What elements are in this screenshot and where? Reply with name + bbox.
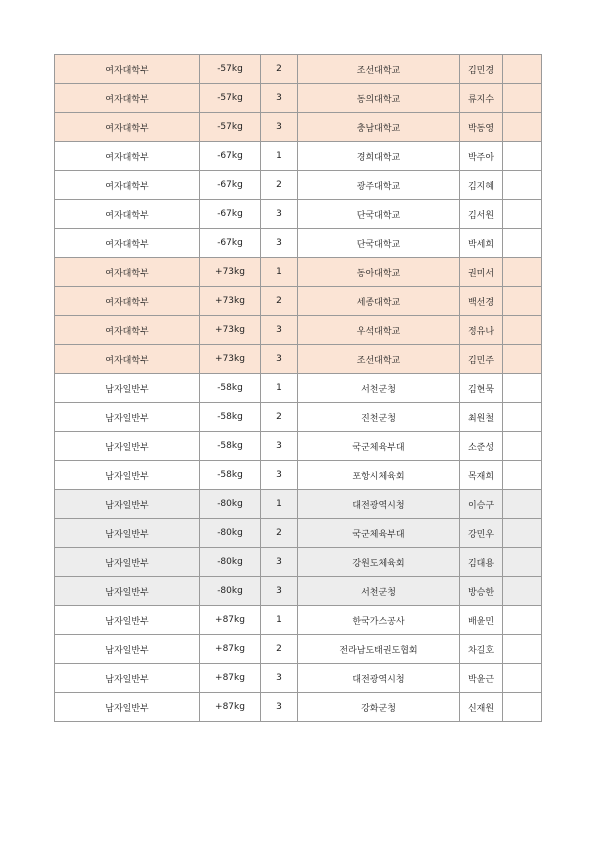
athlete-name-cell: 류지수	[460, 84, 503, 113]
table-row	[55, 316, 542, 345]
athlete-name-cell: 김지혜	[460, 171, 503, 200]
athlete-name-cell: 김민주	[460, 345, 503, 374]
division-cell: 남자일반부	[55, 693, 200, 722]
results-table	[54, 54, 542, 722]
team-cell: 세종대학교	[298, 287, 460, 316]
table-row	[55, 142, 542, 171]
table-row	[55, 577, 542, 606]
weight-class-cell: +73kg	[200, 258, 261, 287]
athlete-name-cell: 김현묵	[460, 374, 503, 403]
table-row	[55, 55, 542, 84]
team-cell: 단국대학교	[298, 200, 460, 229]
note-cell	[503, 345, 542, 374]
division-cell: 남자일반부	[55, 606, 200, 635]
note-cell	[503, 403, 542, 432]
athlete-name-cell: 박주아	[460, 142, 503, 171]
rank-cell: 2	[261, 55, 298, 84]
note-cell	[503, 229, 542, 258]
results-table-body	[55, 55, 542, 722]
weight-class-cell: -57kg	[200, 113, 261, 142]
athlete-name-cell: 최원철	[460, 403, 503, 432]
athlete-name-cell: 신재원	[460, 693, 503, 722]
division-cell: 남자일반부	[55, 403, 200, 432]
note-cell	[503, 200, 542, 229]
division-cell: 남자일반부	[55, 374, 200, 403]
division-cell: 남자일반부	[55, 548, 200, 577]
table-row	[55, 548, 542, 577]
rank-cell: 1	[261, 606, 298, 635]
table-row	[55, 287, 542, 316]
note-cell	[503, 548, 542, 577]
note-cell	[503, 577, 542, 606]
division-cell: 여자대학부	[55, 229, 200, 258]
athlete-name-cell: 목재희	[460, 461, 503, 490]
rank-cell: 3	[261, 113, 298, 142]
team-cell: 단국대학교	[298, 229, 460, 258]
weight-class-cell: +73kg	[200, 287, 261, 316]
athlete-name-cell: 정유나	[460, 316, 503, 345]
weight-class-cell: -67kg	[200, 171, 261, 200]
athlete-name-cell: 배윤민	[460, 606, 503, 635]
team-cell: 동의대학교	[298, 84, 460, 113]
rank-cell: 3	[261, 461, 298, 490]
rank-cell: 1	[261, 142, 298, 171]
note-cell	[503, 84, 542, 113]
weight-class-cell: -58kg	[200, 461, 261, 490]
weight-class-cell: -58kg	[200, 403, 261, 432]
weight-class-cell: -80kg	[200, 548, 261, 577]
table-row	[55, 490, 542, 519]
athlete-name-cell: 김민경	[460, 55, 503, 84]
note-cell	[503, 432, 542, 461]
weight-class-cell: +87kg	[200, 606, 261, 635]
note-cell	[503, 490, 542, 519]
division-cell: 남자일반부	[55, 664, 200, 693]
team-cell: 강원도체육회	[298, 548, 460, 577]
note-cell	[503, 55, 542, 84]
division-cell: 여자대학부	[55, 316, 200, 345]
team-cell: 포항시체육회	[298, 461, 460, 490]
table-row	[55, 345, 542, 374]
rank-cell: 2	[261, 635, 298, 664]
team-cell: 국군체육부대	[298, 432, 460, 461]
team-cell: 서천군청	[298, 374, 460, 403]
table-row	[55, 258, 542, 287]
note-cell	[503, 316, 542, 345]
note-cell	[503, 171, 542, 200]
athlete-name-cell: 김서원	[460, 200, 503, 229]
table-row	[55, 606, 542, 635]
division-cell: 여자대학부	[55, 55, 200, 84]
division-cell: 남자일반부	[55, 577, 200, 606]
athlete-name-cell: 소준성	[460, 432, 503, 461]
weight-class-cell: -58kg	[200, 432, 261, 461]
team-cell: 진천군청	[298, 403, 460, 432]
team-cell: 광주대학교	[298, 171, 460, 200]
athlete-name-cell: 방승한	[460, 577, 503, 606]
athlete-name-cell: 박윤근	[460, 664, 503, 693]
rank-cell: 3	[261, 548, 298, 577]
weight-class-cell: -80kg	[200, 519, 261, 548]
note-cell	[503, 142, 542, 171]
division-cell: 여자대학부	[55, 84, 200, 113]
rank-cell: 3	[261, 84, 298, 113]
table-row	[55, 403, 542, 432]
division-cell: 여자대학부	[55, 200, 200, 229]
rank-cell: 3	[261, 432, 298, 461]
team-cell: 한국가스공사	[298, 606, 460, 635]
rank-cell: 3	[261, 345, 298, 374]
team-cell: 충남대학교	[298, 113, 460, 142]
team-cell: 서천군청	[298, 577, 460, 606]
division-cell: 여자대학부	[55, 258, 200, 287]
division-cell: 여자대학부	[55, 171, 200, 200]
weight-class-cell: -57kg	[200, 55, 261, 84]
weight-class-cell: +73kg	[200, 345, 261, 374]
division-cell: 남자일반부	[55, 490, 200, 519]
athlete-name-cell: 박세희	[460, 229, 503, 258]
athlete-name-cell: 박동영	[460, 113, 503, 142]
team-cell: 전라남도태권도협회	[298, 635, 460, 664]
division-cell: 남자일반부	[55, 432, 200, 461]
weight-class-cell: -80kg	[200, 577, 261, 606]
team-cell: 동아대학교	[298, 258, 460, 287]
note-cell	[503, 606, 542, 635]
rank-cell: 1	[261, 258, 298, 287]
weight-class-cell: +73kg	[200, 316, 261, 345]
note-cell	[503, 635, 542, 664]
table-row	[55, 171, 542, 200]
rank-cell: 3	[261, 200, 298, 229]
table-row	[55, 200, 542, 229]
weight-class-cell: -67kg	[200, 229, 261, 258]
rank-cell: 3	[261, 229, 298, 258]
rank-cell: 3	[261, 316, 298, 345]
note-cell	[503, 113, 542, 142]
division-cell: 여자대학부	[55, 113, 200, 142]
team-cell: 강화군청	[298, 693, 460, 722]
team-cell: 조선대학교	[298, 345, 460, 374]
athlete-name-cell: 강민우	[460, 519, 503, 548]
athlete-name-cell: 차길호	[460, 635, 503, 664]
table-row	[55, 519, 542, 548]
rank-cell: 3	[261, 577, 298, 606]
note-cell	[503, 519, 542, 548]
weight-class-cell: +87kg	[200, 693, 261, 722]
division-cell: 남자일반부	[55, 519, 200, 548]
weight-class-cell: -80kg	[200, 490, 261, 519]
table-row	[55, 113, 542, 142]
note-cell	[503, 374, 542, 403]
table-row	[55, 664, 542, 693]
division-cell: 여자대학부	[55, 345, 200, 374]
division-cell: 여자대학부	[55, 142, 200, 171]
note-cell	[503, 287, 542, 316]
rank-cell: 2	[261, 403, 298, 432]
table-row	[55, 635, 542, 664]
rank-cell: 2	[261, 519, 298, 548]
table-row	[55, 374, 542, 403]
rank-cell: 1	[261, 374, 298, 403]
weight-class-cell: +87kg	[200, 635, 261, 664]
team-cell: 대전광역시청	[298, 664, 460, 693]
division-cell: 여자대학부	[55, 287, 200, 316]
rank-cell: 2	[261, 287, 298, 316]
note-cell	[503, 664, 542, 693]
rank-cell: 2	[261, 171, 298, 200]
athlete-name-cell: 김대용	[460, 548, 503, 577]
team-cell: 국군체육부대	[298, 519, 460, 548]
athlete-name-cell: 권미서	[460, 258, 503, 287]
note-cell	[503, 258, 542, 287]
team-cell: 경희대학교	[298, 142, 460, 171]
table-row	[55, 432, 542, 461]
table-row	[55, 693, 542, 722]
weight-class-cell: -67kg	[200, 200, 261, 229]
team-cell: 조선대학교	[298, 55, 460, 84]
table-row	[55, 461, 542, 490]
team-cell: 우석대학교	[298, 316, 460, 345]
division-cell: 남자일반부	[55, 635, 200, 664]
table-row	[55, 84, 542, 113]
athlete-name-cell: 이승구	[460, 490, 503, 519]
note-cell	[503, 693, 542, 722]
weight-class-cell: -57kg	[200, 84, 261, 113]
weight-class-cell: +87kg	[200, 664, 261, 693]
rank-cell: 1	[261, 490, 298, 519]
weight-class-cell: -67kg	[200, 142, 261, 171]
note-cell	[503, 461, 542, 490]
rank-cell: 3	[261, 664, 298, 693]
table-row	[55, 229, 542, 258]
weight-class-cell: -58kg	[200, 374, 261, 403]
division-cell: 남자일반부	[55, 461, 200, 490]
athlete-name-cell: 백선경	[460, 287, 503, 316]
team-cell: 대전광역시청	[298, 490, 460, 519]
rank-cell: 3	[261, 693, 298, 722]
